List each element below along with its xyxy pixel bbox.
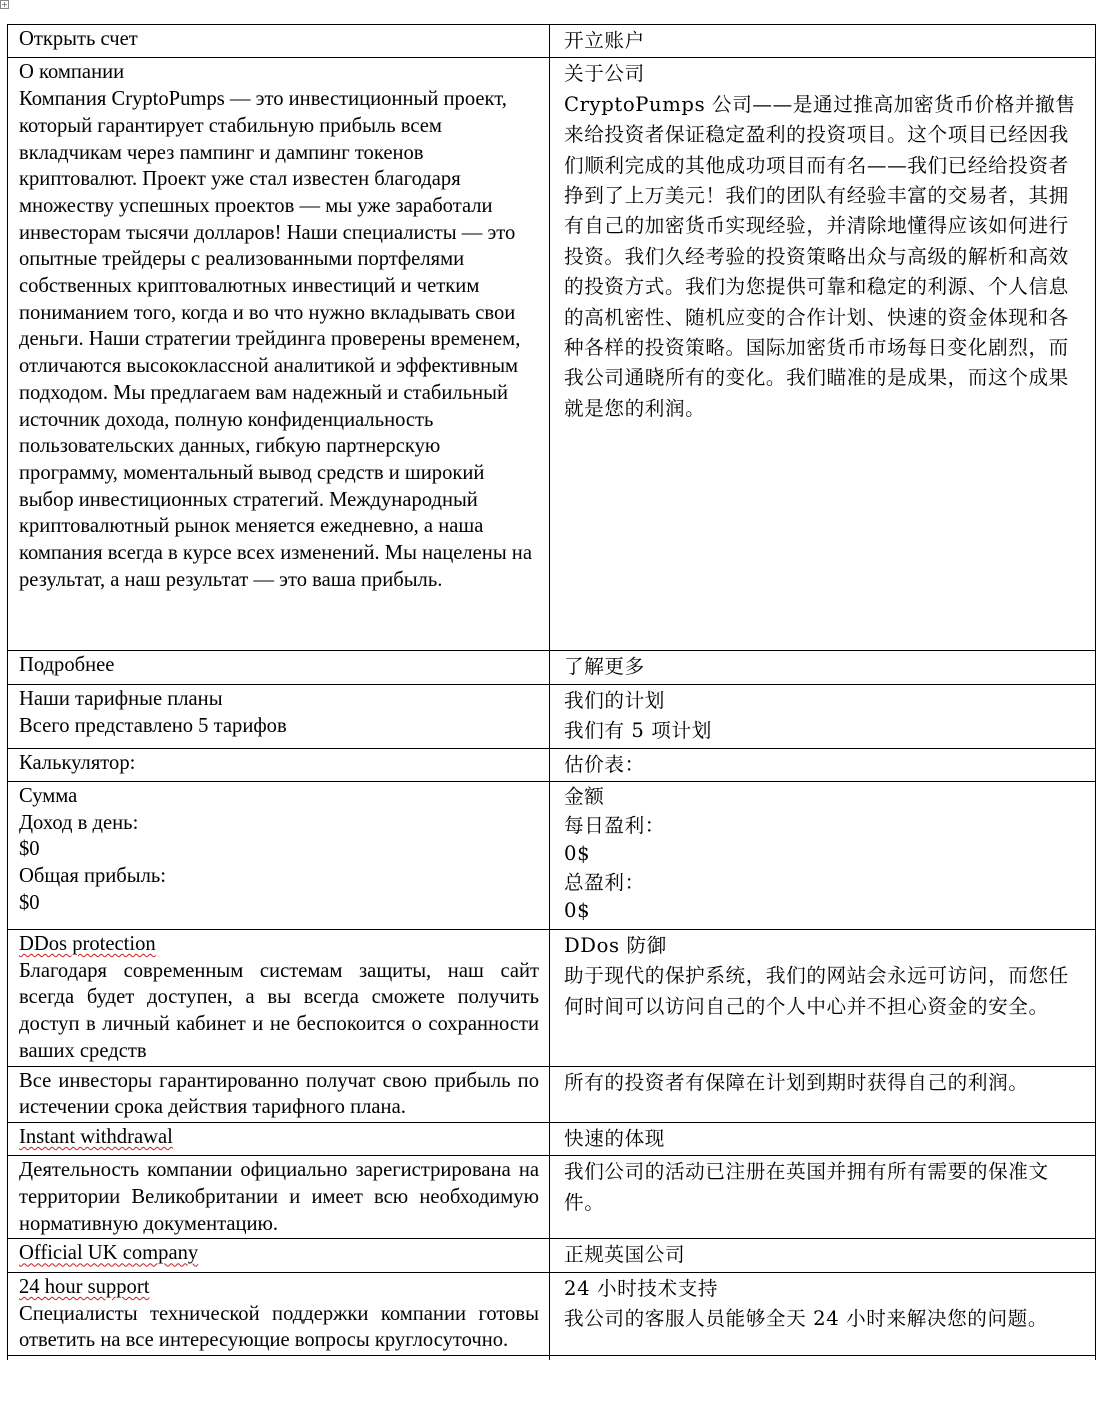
ru-section-title: DDos protection [19,933,156,956]
cell-zh: 开立账户 [550,25,1096,58]
table-row [8,1239,1096,1272]
ru-section-title: 24 hour support [19,1275,150,1298]
cell-zh [550,1272,1096,1355]
table-move-handle-icon[interactable]: + [1,0,8,9]
total-profit-value: $0 [19,891,40,914]
ru-section-body: Благодаря современным системам защиты, наш сайт всегда будет доступен, а вы всегда сможете получить доступ в личный кабинет и не беспокоится о сохранности ваших средств [19,959,539,1062]
zh-section-title: 24 小时技术支持 [564,1276,719,1300]
table-row [8,1272,1096,1355]
cell-zh: 正规英国公司 [550,1239,1096,1272]
table-row [8,25,1096,58]
table-row [8,930,1096,1067]
cell-zh [550,930,1096,1067]
cell-zh [550,684,1096,748]
amount-label: Сумма [19,785,78,808]
cell-zh: 了解更多 [550,651,1096,684]
cell-ru: Деятельность компании официально зарегистрирована на территории Великобритании и имеет всю необходимую нормативную документацию. [8,1156,550,1239]
cell-ru [8,58,550,651]
cell-ru [8,1239,550,1272]
cell-ru: Открыть счет [8,25,550,58]
total-profit-label: 总盈利： [564,870,645,894]
ru-section-body: Всего представлено 5 тарифов [19,714,287,737]
cell-zh [550,58,1096,651]
cell-ru [8,684,550,748]
zh-section-title: DDos 防御 [564,934,667,958]
total-profit-label: Общая прибыль: [19,865,167,888]
ru-section-body: Специалисты технической поддержки компании готовы ответить на все интересующие вопросы круглосуточно. [19,1302,539,1352]
zh-section-body: 我们有 5 项计划 [564,719,712,743]
cell-ru [8,1355,550,1360]
zh-section-body: 我公司的客服人员能够全天 24 小时来解决您的问题。 [564,1307,1049,1331]
total-profit-value: 0$ [564,899,591,923]
cell-ru [8,930,550,1067]
daily-income-value: $0 [19,838,40,861]
translation-table [7,24,1096,1360]
zh-section-body: CryptoPumps 公司——是通过推高加密货币价格并撤售来给投资者保证稳定盈利的投资项目。这个项目已经因我们顺利完成的其他成功项目而有名——我们已经给投资者挣到了上万美元！我们的团队有经验丰富的交易者，其拥有自己的加密货币实现经验，并清除地懂得应该如何进行投资。我们久经考验的投资策略出众与高级的解析和高效的投资方式。我们为您提供可靠和稳定的利源、个人信息的高机密性、随机应变的合作计划、快速的资金体现和各种各样的投资策略。国际加密货币市场每日变化剧烈，而我公司通晓所有的变化。我们瞄准的是成果，而这个成果就是您的利润。 [564,92,1076,420]
daily-income-label: 每日盈利： [564,813,665,837]
zh-section-body: 助于现代的保护系统，我们的网站会永远可访问，而您任何时间可以访问自己的个人中心并不担心资金的安全。 [564,964,1069,1018]
cell-ru [8,1272,550,1355]
instant-withdrawal-heading: Instant withdrawal [19,1125,173,1148]
amount-label: 金额 [564,785,605,809]
cell-ru: Все инвесторы гарантированно получат свою прибыль по истечении срока действия тарифного плана. [8,1066,550,1122]
table-row [8,684,1096,748]
cell-zh: 快速的体现 [550,1122,1096,1155]
cell-zh [550,1355,1096,1360]
cell-ru: Подробнее [8,651,550,684]
table-row [8,58,1096,651]
cell-ru: Калькулятор: [8,748,550,781]
cell-ru [8,1122,550,1155]
table-row [8,1122,1096,1155]
table-row [8,782,1096,930]
table-row [8,748,1096,781]
zh-section-title: 我们的计划 [564,688,665,712]
cell-zh [550,782,1096,930]
table-row [8,1156,1096,1239]
official-uk-company-heading: Official UK company [19,1242,199,1265]
daily-income-label: Доход в день: [19,811,139,834]
ru-section-title: О компании [19,61,125,84]
cell-zh: 我们公司的活动已注册在英国并拥有所有需要的保准文件。 [550,1156,1096,1239]
cell-zh: 所有的投资者有保障在计划到期时获得自己的利润。 [550,1066,1096,1122]
cell-zh: 估价表： [550,748,1096,781]
ru-section-title: Наши тарифные планы [19,687,223,710]
ru-section-body: Компания CryptoPumps — это инвестиционный проект, который гарантирует стабильную прибыль всем вкладчикам через пампинг и дампинг токенов криптовалют. Проект уже стал известен благодаря множеству успешных проектов — мы уже заработали инвесторам тысячи долларов! Наши специалисты — это опытные трейдеры с реализованными портфелями собственных криптовалютных инвестиций и четким пониманием того, когда и во что нужно вкладывать свои деньги. Наши стратегии трейдинга проверены временем, отличаются высококлассной аналитикой и эффективным подходом. Мы предлагаем вам надежный и стабильный источник дохода, полную конфиденциальность пользовательских данных, гибкую партнерскую программу, моментальный вывод средств и широкий выбор инвестиционных стратегий. Международный криптовалютный рынок меняется ежедневно, а наша компания всегда в курсе всех изменений. Мы нацелены на результат, а наш результат — это ваша прибыль. [19,88,532,591]
daily-income-value: 0$ [564,842,591,866]
cell-ru [8,782,550,930]
zh-section-title: 关于公司 [564,62,645,86]
table-row-cut-off [8,1355,1096,1360]
table-row [8,651,1096,684]
table-row [8,1066,1096,1122]
